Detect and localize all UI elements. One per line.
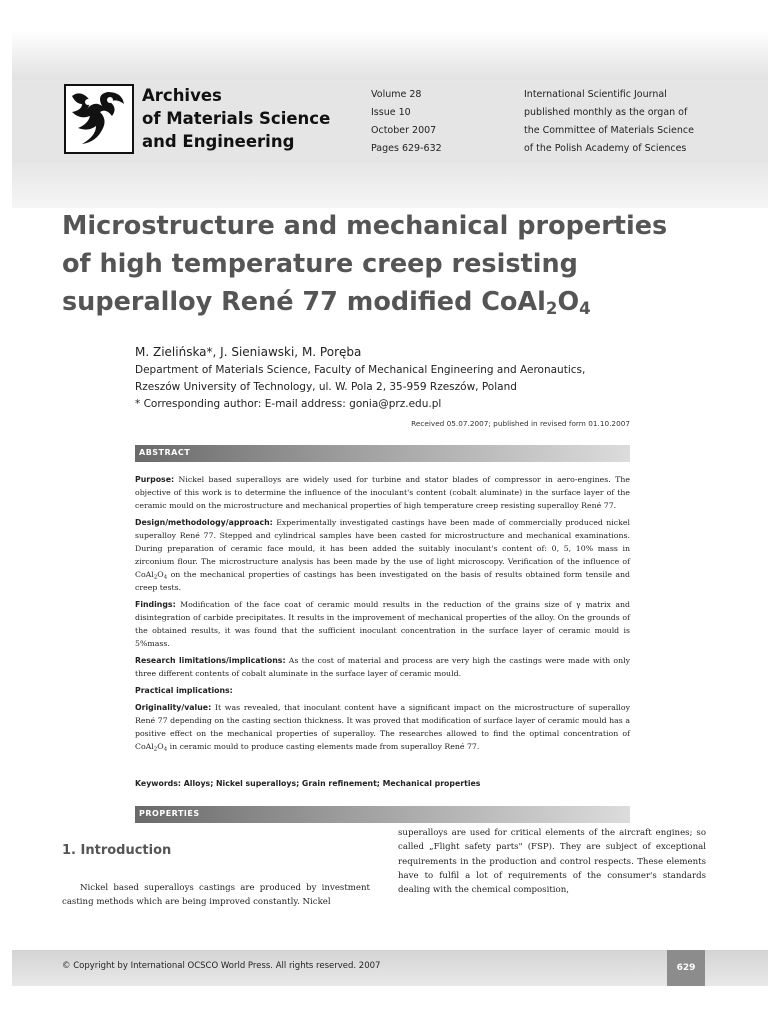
received-date: Received 05.07.2007; published in revised form 01.10.2007 xyxy=(411,419,630,428)
affiliation-line: Rzeszów University of Technology, ul. W. Pola 2, 35-959 Rzeszów, Poland xyxy=(135,381,517,393)
abstract-text: on the mechanical properties of castings has been investigated on the basis of results obtained form tensile and creep tests. xyxy=(135,570,630,592)
abstract-label: Design/methodology/approach: xyxy=(135,518,273,527)
title-line: of high temperature creep resisting xyxy=(62,249,578,279)
abstract-purpose xyxy=(135,473,630,512)
journal-name xyxy=(142,84,362,153)
left-column xyxy=(62,881,370,909)
journal-name-line: of Materials Science xyxy=(142,109,331,128)
abstract-text: in ceramic mould to produce casting elements made from superalloy René 77. xyxy=(167,742,480,751)
abstract-practical xyxy=(135,684,630,697)
subscript: 2 xyxy=(153,746,158,753)
volume: Volume 28 xyxy=(371,89,422,100)
article-title xyxy=(62,207,742,321)
abstract-label: Purpose: xyxy=(135,475,175,484)
page-number: 629 xyxy=(667,950,705,986)
title-line xyxy=(62,283,742,321)
abstract-text: Modification of the face coat of ceramic mould results in the reduction of the grains size of γ matrix and disintegration of carbide precipitates. It results in the improvement of mechanical properties of the alloy. On the grounds of the obtained results, it was found that the sufficient inoculant concentration in the surface layer of ceramic mould is 5%mass. xyxy=(135,600,630,648)
journal-logo-icon xyxy=(66,86,132,152)
abstract-heading: ABSTRACT xyxy=(139,448,191,457)
journal-name-line: and Engineering xyxy=(142,132,295,151)
right-column xyxy=(398,826,706,897)
affiliation xyxy=(135,362,585,413)
journal-description-line: of the Polish Academy of Sciences xyxy=(524,143,687,154)
abstract-originality xyxy=(135,701,630,753)
journal-name-line: Archives xyxy=(142,86,222,105)
authors: M. Zielińska*, J. Sieniawski, M. Poręba xyxy=(135,345,362,359)
keywords: Keywords: Alloys; Nickel superalloys; Grain refinement; Mechanical properties xyxy=(135,779,481,788)
abstract-heading-bar xyxy=(135,445,630,462)
journal-logo xyxy=(64,84,134,154)
issue-info xyxy=(371,86,442,158)
journal-description-line: International Scientific Journal xyxy=(524,89,667,100)
affiliation-line: Department of Materials Science, Faculty of Mechanical Engineering and Aeronautics, xyxy=(135,364,586,376)
properties-heading-bar xyxy=(135,806,630,823)
abstract-text: Nickel based superalloys are widely used for turbine and stator blades of compressor in aero-engines. The objective of this work is to determine the influence of the inoculant's content (cobalt aluminate) in the surface layer of the ceramic mould on the microstructure and mechanical properties of high temperature creep resisting superalloy René 77. xyxy=(135,475,630,510)
corresponding-author: * Corresponding author: E-mail address: gonia@prz.edu.pl xyxy=(135,398,442,410)
title-line-text: superalloy René 77 modified CoAl xyxy=(62,287,546,317)
abstract-text: It was revealed, that inoculant content have a significant impact on the microstructure of superalloy René 77 depending on the casting section thickness. It was proved that modification of surface layer of ceramic mould has a positive effect on the mechanical properties of superalloy. The researches allowed to find the optimal concentration of CoAl xyxy=(135,703,630,751)
abstract-limitations xyxy=(135,654,630,680)
oxygen: O xyxy=(157,742,164,751)
title-oxygen: O xyxy=(557,287,580,317)
paragraph: Nickel based superalloys castings are produced by investment casting methods which are being improved constantly. Nickel xyxy=(62,883,370,907)
abstract-label: Findings: xyxy=(135,600,176,609)
subscript: 4 xyxy=(163,746,168,753)
subscript: 2 xyxy=(153,574,158,581)
journal-description xyxy=(524,86,694,158)
title-line: Microstructure and mechanical properties xyxy=(62,211,668,241)
issue-date: October 2007 xyxy=(371,125,437,136)
abstract-design xyxy=(135,516,630,594)
oxygen: O xyxy=(157,570,164,579)
title-subscript: 2 xyxy=(545,299,558,319)
copyright: © Copyright by International OCSCO World Press. All rights reserved. 2007 xyxy=(62,961,381,971)
journal-description-line: the Committee of Materials Science xyxy=(524,125,694,136)
properties-heading: PROPERTIES xyxy=(139,809,200,818)
journal-description-line: published monthly as the organ of xyxy=(524,107,688,118)
abstract-label: Originality/value: xyxy=(135,703,212,712)
abstract xyxy=(135,473,630,757)
pages: Pages 629-632 xyxy=(371,143,442,154)
abstract-text: Experimentally investigated castings have been made of commercially produced nickel superalloy René 77. Stepped and cylindrical samples have been casted for microstructure and mechanical examinations. During preparation of ceramic face mould, it has been added the suitably inoculant's content of: 0, 5, 10% mass in zirconium flour. The microstructure analysis has been made by the use of light microscopy. Verification of the influence of CoAl xyxy=(135,518,630,579)
abstract-label: Practical implications: xyxy=(135,686,233,695)
issue: Issue 10 xyxy=(371,107,411,118)
abstract-findings xyxy=(135,598,630,650)
introduction-heading: 1. Introduction xyxy=(62,843,172,858)
paragraph: superalloys are used for critical elements of the aircraft engines; so called „Flight safety parts" (FSP). They are subject of exceptional requirements in the production and control respects. These elements have to fulfil a lot of requirements of the consumer's standards dealing with the chemical composition, xyxy=(398,828,706,896)
subscript: 4 xyxy=(163,574,168,581)
abstract-text: As the cost of material and process are very high the castings were made with only three different contents of cobalt aluminate in the surface layer of ceramic mould. xyxy=(135,656,630,678)
title-subscript: 4 xyxy=(579,299,591,319)
abstract-label: Research limitations/implications: xyxy=(135,656,286,665)
